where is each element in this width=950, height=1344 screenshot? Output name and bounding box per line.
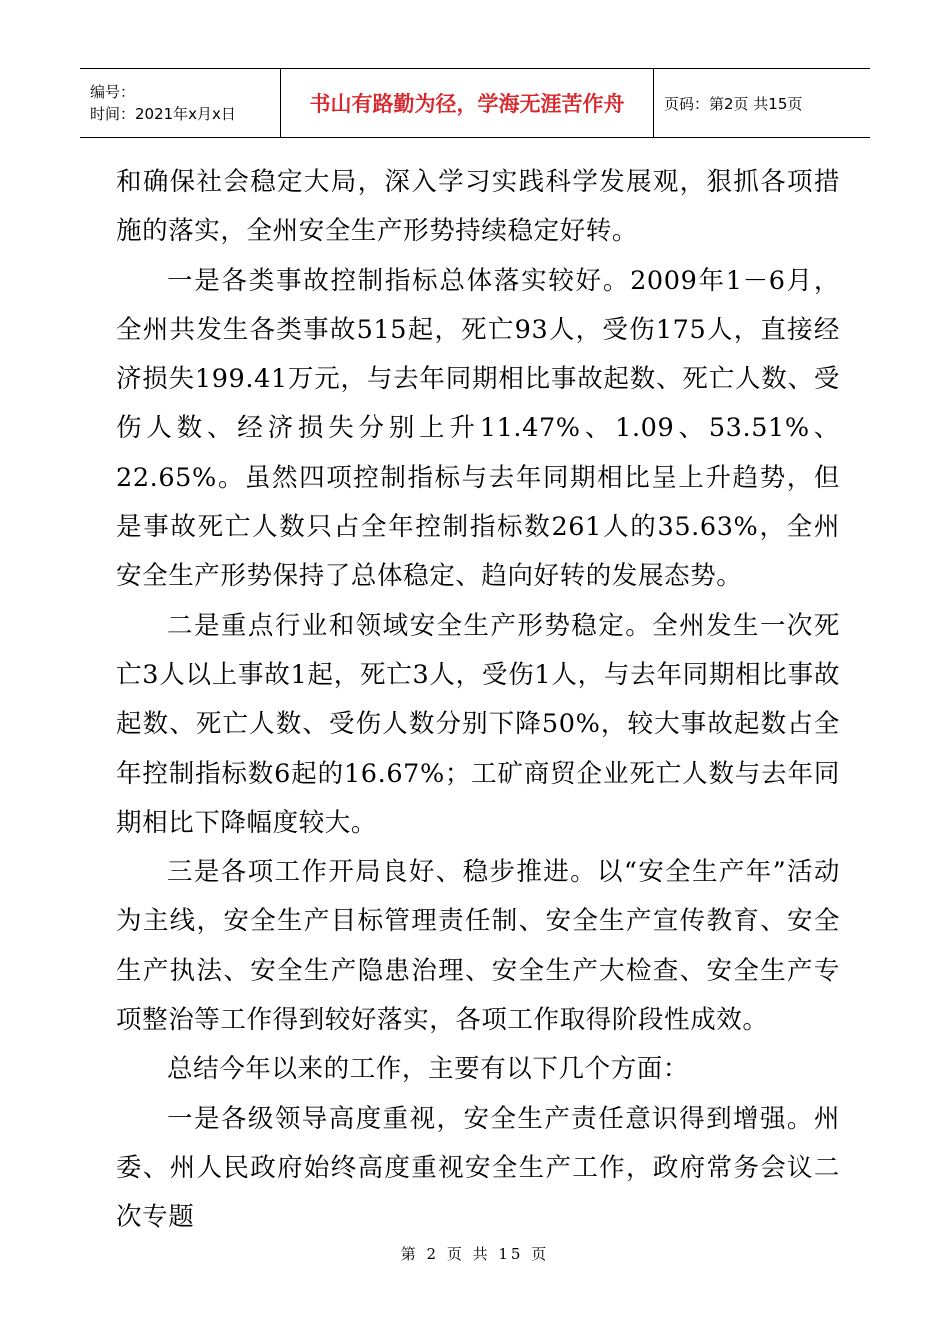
- paragraph-accident-indicators: 一是各类事故控制指标总体落实较好。2009年1－6月，全州共发生各类事故515起，死亡93人，受伤175人，直接经济损失199.41万元，与去年同期相比事故起数、死亡人数、受伤人数、经济损失分别上升11.47%、1.09、53.51%、22.65%。虽然四项控制指标与去年同期相比呈上升趋势，但是事故死亡人数只占全年控制指标数261人的35.63%，全州安全生产形势保持了总体稳定、趋向好转的发展态势。: [116, 265, 840, 592]
- paragraph-work-progress: 三是各项工作开局良好、稳步推进。以“安全生产年”活动为主线，安全生产目标管理责任制、安全生产宣传教育、安全生产执法、安全生产隐患治理、安全生产大检查、安全生产专项整治等工作得到较好落实，各项工作取得阶段性成效。: [116, 857, 840, 1036]
- paragraph-key-industries: 二是重点行业和领域安全生产形势稳定。全州发生一次死亡3人以上事故1起，死亡3人，受伤1人，与去年同期相比事故起数、死亡人数、受伤人数分别下降50%，较大事故起数占全年控制指标数6起的16.67%；工矿商贸企业死亡人数与去年同期相比下降幅度较大。: [116, 610, 840, 838]
- header-page-code: [654, 69, 870, 137]
- page-code-text: 页码：第2页 共15页: [664, 94, 803, 113]
- paragraph-summary-intro: 总结今年以来的工作，主要有以下几个方面：: [167, 1054, 690, 1085]
- footer-page-number: 第 2 页 共 15 页: [400, 1245, 550, 1263]
- paragraph-continuation: 和确保社会稳定大局，深入学习实践科学发展观，狠抓各项措施的落实，全州安全生产形势持续稳定好转。: [116, 167, 840, 247]
- header-table: [80, 68, 870, 138]
- header-motto: [280, 69, 654, 137]
- motto-text: 书山有路勤为径，学海无涯苦作舟: [309, 92, 625, 116]
- header-meta: [80, 69, 280, 137]
- page-footer: [0, 1243, 950, 1264]
- paragraph-leadership: 一是各级领导高度重视，安全生产责任意识得到增强。州委、州人民政府始终高度重视安全生产工作，政府常务会议二次专题: [116, 1103, 840, 1233]
- document-body: [116, 158, 840, 1243]
- number-label: 编号：: [90, 83, 136, 101]
- time-label: 时间：2021年x月x日: [90, 105, 236, 123]
